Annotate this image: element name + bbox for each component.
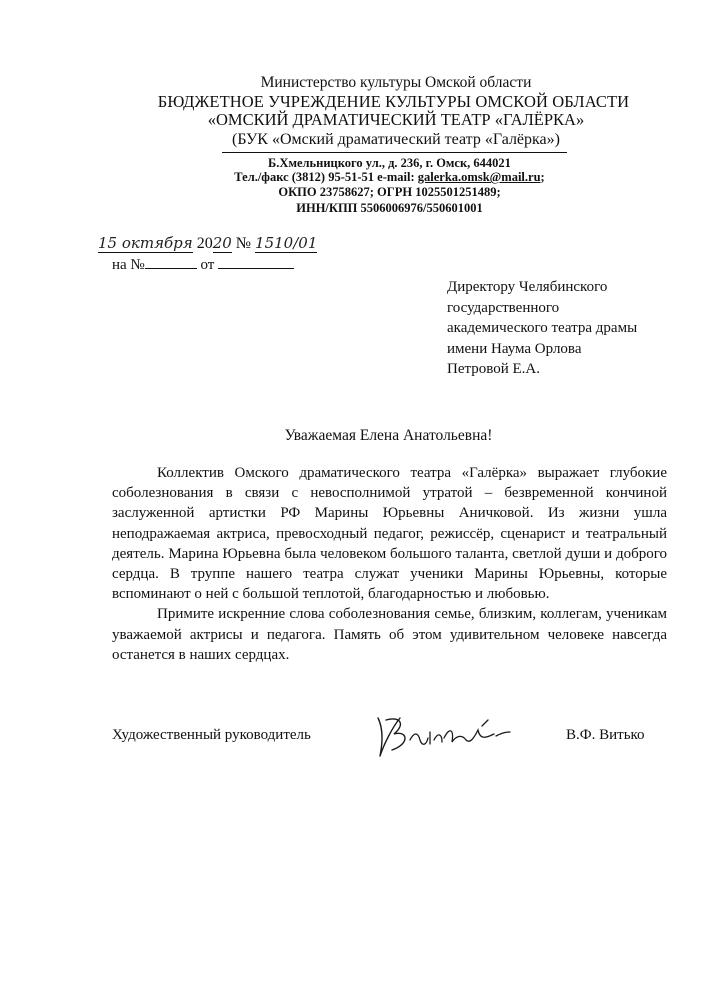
reference-line	[112, 256, 294, 274]
signatory-role: Художественный руководитель	[112, 727, 311, 743]
header-divider	[222, 152, 567, 153]
salutation: Уважаемая Елена Анатольевна!	[284, 427, 493, 444]
number-sign: №	[235, 235, 252, 252]
outgoing-date-number	[98, 234, 317, 253]
letter-body	[112, 463, 667, 665]
signatory-name: В.Ф. Витько	[566, 727, 645, 743]
address-line: Б.Хмельницкого ул., д. 236, г. Омск, 644021	[268, 156, 511, 170]
ref-label: на №	[112, 257, 145, 273]
recipient-line: Петровой Е.А.	[447, 361, 540, 377]
recipient-block	[447, 277, 637, 380]
handwritten-date: 15 октября	[98, 234, 193, 252]
ref-from-label: от	[200, 257, 215, 273]
handwritten-signature	[370, 710, 520, 762]
recipient-line: имени Наума Орлова	[447, 340, 582, 357]
contact-suffix: ;	[540, 170, 545, 184]
recipient-line: государственного	[447, 299, 560, 316]
organization-short-name: (БУК «Омский драматический театр «Галёрка»)	[232, 131, 560, 148]
ref-date-blank	[218, 256, 294, 269]
contact-line	[0, 170, 707, 185]
phone-text: Тел./факс (3812) 95-51-51 e-mail:	[234, 170, 418, 184]
ref-number-blank	[145, 256, 197, 269]
email-link[interactable]: galerka.omsk@mail.ru	[417, 170, 541, 184]
handwritten-number: 1510/01	[255, 234, 318, 252]
year-prefix: 20	[196, 235, 213, 252]
okpo-line: ОКПО 23758627; ОГРН 1025501251489;	[278, 185, 501, 199]
ministry-line: Министерство культуры Омской области	[260, 74, 532, 91]
organization-line-2: «ОМСКИЙ ДРАМАТИЧЕСКИЙ ТЕАТР «ГАЛЁРКА»	[207, 110, 585, 129]
handwritten-year: 20	[212, 234, 232, 252]
recipient-line: академического театра драмы	[447, 320, 638, 336]
inn-line: ИНН/КПП 5506006976/550601001	[296, 201, 483, 215]
recipient-line: Директору Челябинского	[447, 279, 608, 295]
body-paragraph: Примите искренние слова соболезнования семье, близким, коллегам, ученикам уважаемой актрисы и педагога. Память об этом удивительном человеке навсегда останется в наших сердцах.	[112, 606, 667, 663]
body-paragraph: Коллектив Омского драматического театра «Галёрка» выражает глубокие соболезнования в связи с невосполнимой утратой – безвременной кончиной заслуженной артистки РФ Марины Юрьевны Аничковой. Из жизни ушла неподражаемая актриса, превосходный педагог, режиссёр, сценарист и театральный деятель. Марина Юрьевна была человеком большого таланта, светлой души и доброго сердца. В труппе нашего театра служат ученики Марины Юрьевны, которые вспоминают о ней с большой теплотой, благодарностью и любовью.	[112, 465, 667, 603]
organization-line-1: БЮДЖЕТНОЕ УЧРЕЖДЕНИЕ КУЛЬТУРЫ ОМСКОЙ ОБЛАСТИ	[157, 92, 630, 111]
